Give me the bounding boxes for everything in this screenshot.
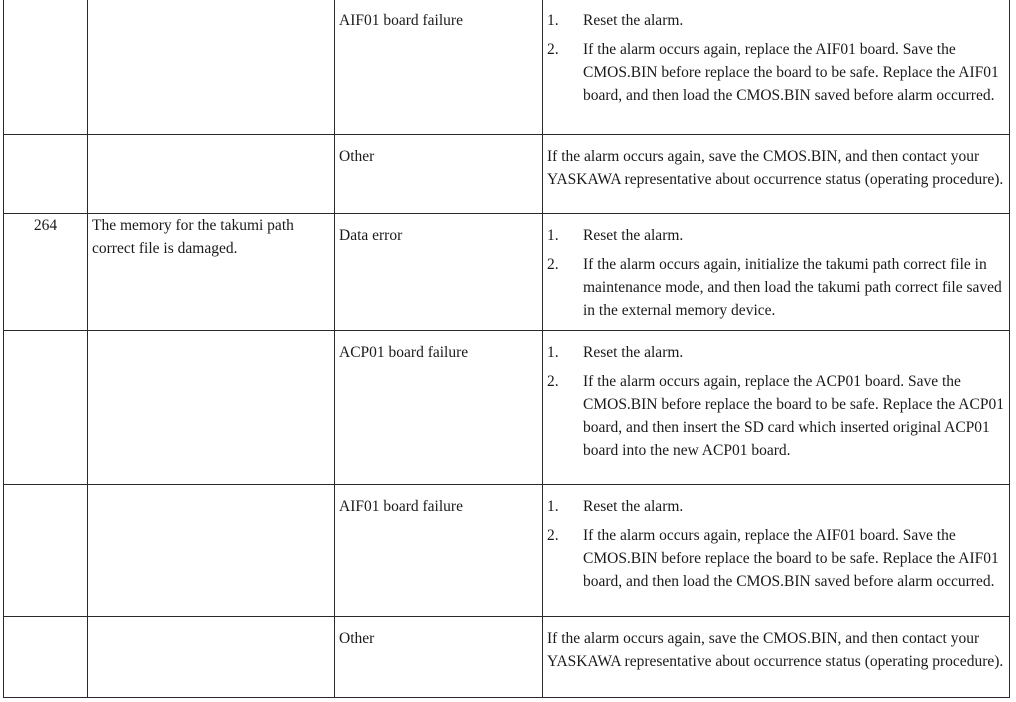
step-number: 1.	[547, 227, 559, 244]
step-text: If the alarm occurs again, replace the ACP01 board. Save the CMOS.BIN before replace the board to be safe. Replace the ACP01 board, and then insert the SD card which inserted original ACP01 board into the new ACP01 board.	[583, 373, 1004, 459]
remedy-cell	[543, 0, 1010, 135]
alarm-message-cell: The memory for the takumi path correct file is damaged.	[88, 214, 335, 331]
remedy-step	[547, 524, 1005, 593]
table-row	[4, 617, 1010, 698]
step-text: If the alarm occurs again, replace the AIF01 board. Save the CMOS.BIN before replace the board to be safe. Replace the AIF01 board, and then load the CMOS.BIN saved before alarm occurred.	[583, 41, 999, 104]
alarm-message-cell	[88, 485, 335, 617]
remedy-cell: If the alarm occurs again, save the CMOS.BIN, and then contact your YASKAWA representative about occurrence status (operating procedure).	[543, 617, 1010, 698]
cause-cell: Data error	[335, 214, 543, 331]
step-text: Reset the alarm.	[583, 12, 684, 29]
cause-cell: AIF01 board failure	[335, 0, 543, 135]
alarm-message-cell	[88, 135, 335, 214]
table-row	[4, 0, 1010, 135]
remedy-cell	[543, 214, 1010, 331]
step-number: 2.	[547, 41, 559, 58]
alarm-code-cell	[4, 485, 88, 617]
remedy-step	[547, 38, 1005, 107]
alarm-table	[3, 0, 1010, 698]
alarm-code-cell: 264	[4, 214, 88, 331]
table-row	[4, 214, 1010, 331]
remedy-step	[547, 341, 1005, 364]
alarm-code-cell	[4, 0, 88, 135]
table-row	[4, 485, 1010, 617]
alarm-message-cell	[88, 331, 335, 485]
table-row	[4, 135, 1010, 214]
alarm-message-cell	[88, 617, 335, 698]
step-number: 2.	[547, 256, 559, 273]
alarm-code-cell	[4, 331, 88, 485]
remedy-step	[547, 224, 1005, 247]
step-number: 2.	[547, 373, 559, 390]
cause-cell: AIF01 board failure	[335, 485, 543, 617]
cause-cell: Other	[335, 135, 543, 214]
step-number: 2.	[547, 527, 559, 544]
remedy-step	[547, 253, 1005, 322]
step-number: 1.	[547, 12, 559, 29]
remedy-step	[547, 495, 1005, 518]
cause-cell: Other	[335, 617, 543, 698]
step-text: Reset the alarm.	[583, 344, 684, 361]
step-number: 1.	[547, 498, 559, 515]
remedy-cell	[543, 485, 1010, 617]
table-row	[4, 331, 1010, 485]
step-text: Reset the alarm.	[583, 498, 684, 515]
remedy-cell: If the alarm occurs again, save the CMOS.BIN, and then contact your YASKAWA representative about occurrence status (operating procedure).	[543, 135, 1010, 214]
remedy-step	[547, 370, 1005, 462]
alarm-code-cell	[4, 135, 88, 214]
cause-cell: ACP01 board failure	[335, 331, 543, 485]
step-text: Reset the alarm.	[583, 227, 684, 244]
alarm-code-cell	[4, 617, 88, 698]
step-text: If the alarm occurs again, initialize the takumi path correct file in maintenance mode, and then load the takumi path correct file saved in the external memory device.	[583, 256, 1002, 319]
step-number: 1.	[547, 344, 559, 361]
remedy-cell	[543, 331, 1010, 485]
step-text: If the alarm occurs again, replace the AIF01 board. Save the CMOS.BIN before replace the board to be safe. Replace the AIF01 board, and then load the CMOS.BIN saved before alarm occurred.	[583, 527, 999, 590]
alarm-message-cell	[88, 0, 335, 135]
remedy-step	[547, 9, 1005, 32]
